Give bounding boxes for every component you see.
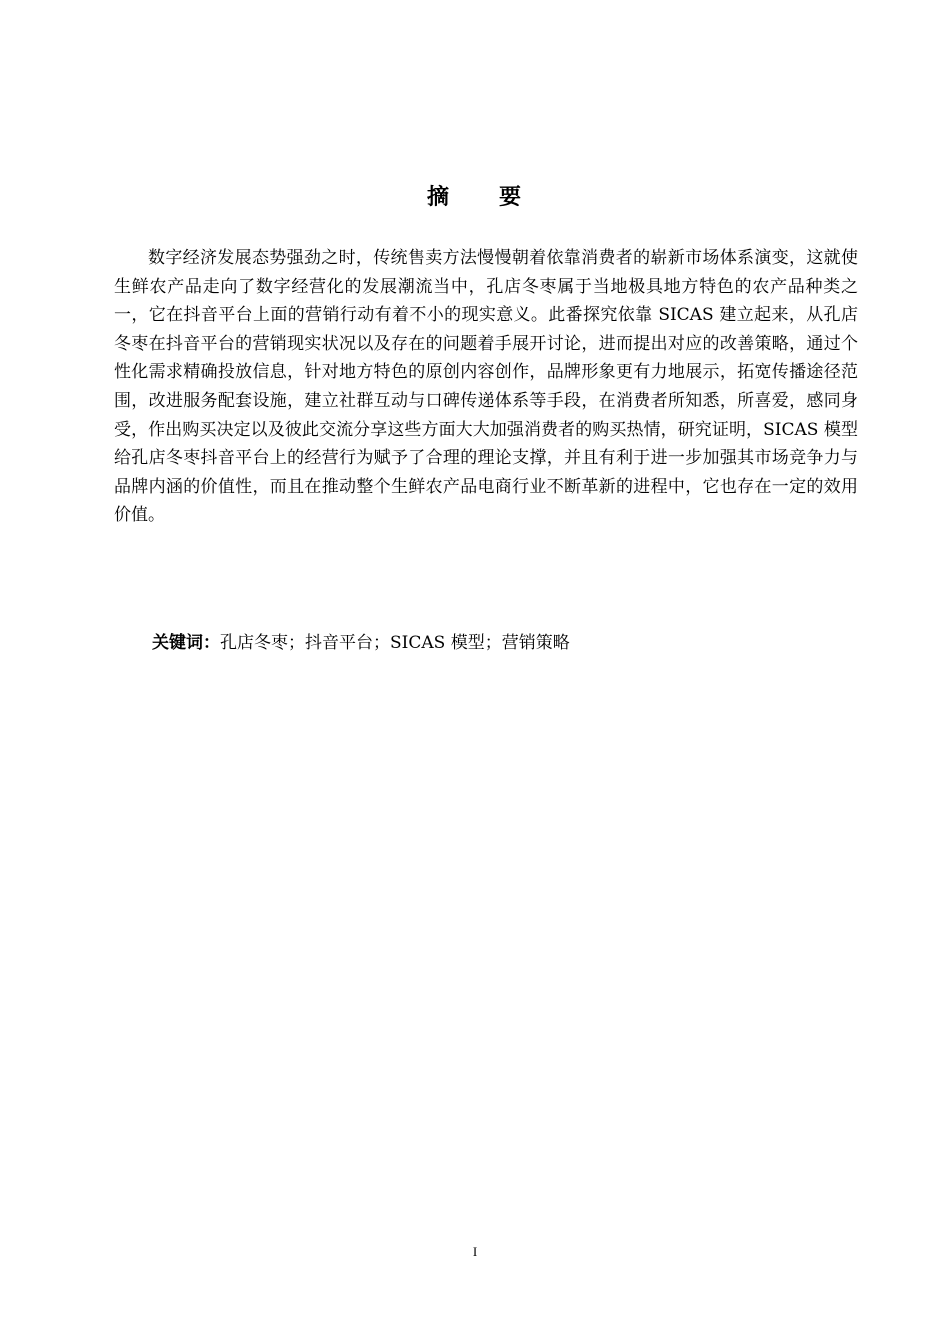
page-number: I — [472, 1244, 478, 1259]
keywords-text: 孔店冬枣；抖音平台；SICAS 模型；营销策略 — [220, 633, 570, 653]
abstract-paragraph: 数字经济发展态势强劲之时，传统售卖方法慢慢朝着依靠消费者的崭新市场体系演变，这就使生鲜农产品走向了数字经营化的发展潮流当中，孔店冬枣属于当地极具地方特色的农产品种类之一，它在抖音平台上面的营销行动有着不小的现实意义。此番探究依靠 SICAS 建立起来，从孔店冬枣在抖音平台的营销现实状况以及存在的问题着手展开讨论，进而提出对应的改善策略，通过个性化需求精确投放信息，针对地方特色的原创内容创作，品牌形象更有力地展示，拓宽传播途径范围，改进服务配套设施，建立社群互动与口碑传递体系等手段，在消费者所知悉，所喜爱，感同身受，作出购买决定以及彼此交流分享这些方面大大加强消费者的购买热情，研究证明，SICAS 模型给孔店冬枣抖音平台上的经营行为赋予了合理的理论支撑，并且有利于进一步加强其市场竞争力与品牌内涵的价值性，而且在推动整个生鲜农产品电商行业不断革新的进程中，它也存在一定的效用价值。 — [114, 248, 858, 526]
keywords-line — [152, 629, 858, 657]
keywords-label: 关键词： — [152, 633, 220, 653]
page-title: 摘 要 — [426, 185, 523, 210]
